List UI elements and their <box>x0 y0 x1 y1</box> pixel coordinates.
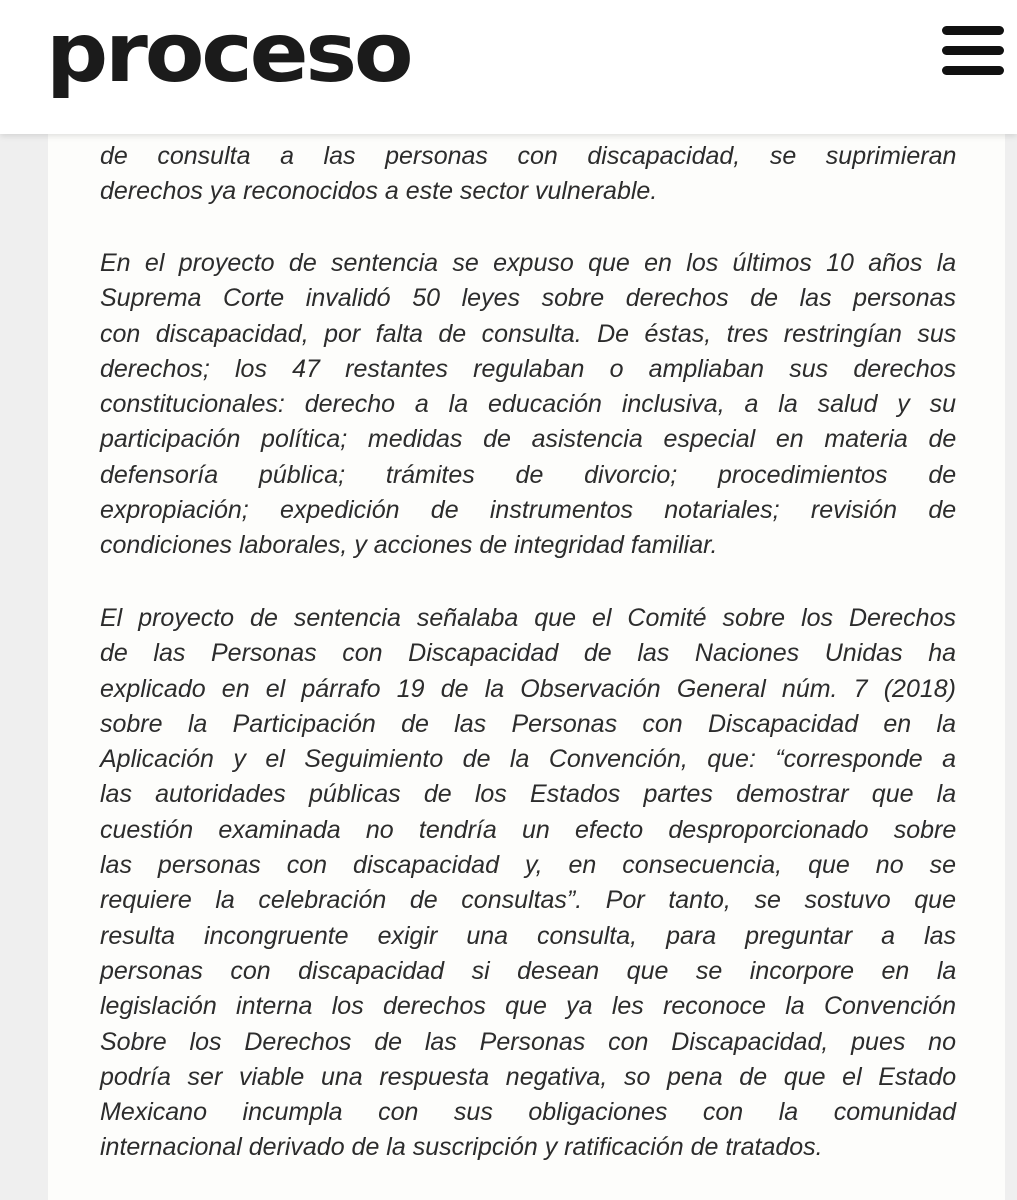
menu-bar-top <box>942 26 1004 35</box>
text-line: Mexicano incumpla con sus obligaciones con la comunidad <box>100 1098 956 1127</box>
scanned-document-page <box>48 134 1005 1200</box>
text-line: participación política; medidas de asistencia especial en materia de <box>100 425 957 454</box>
menu-bar-bottom <box>942 66 1004 75</box>
text-line: requiere la celebración de consultas”. Por tanto, se sostuvo que <box>100 886 956 915</box>
hamburger-menu-icon[interactable] <box>940 26 1006 76</box>
text-line: las personas con discapacidad y, en consecuencia, que no se <box>100 851 956 880</box>
text-line: cuestión examinada no tendría un efecto desproporcionado sobre <box>100 815 957 844</box>
paragraph-2 <box>100 246 956 564</box>
text-line: con discapacidad, por falta de consulta. De éstas, tres restringían sus <box>100 319 957 348</box>
site-header <box>0 0 1017 134</box>
text-line: de consulta a las personas con discapacidad, se suprimieran <box>100 142 957 170</box>
paragraph-1 <box>100 139 956 210</box>
text-line: personas con discapacidad si desean que se incorpore en la <box>100 956 957 985</box>
text-line: las autoridades públicas de los Estados partes demostrar que la <box>100 780 957 809</box>
text-line: constitucionales: derecho a la educación inclusiva, a la salud y su <box>100 390 956 419</box>
proceso-logo[interactable]: proceso <box>46 6 411 101</box>
text-line: derechos; los 47 restantes regulaban o ampliaban sus derechos <box>100 354 957 383</box>
text-line: condiciones laborales, y acciones de integridad familiar. <box>100 531 718 560</box>
text-line: de las Personas con Discapacidad de las Naciones Unidas ha <box>100 639 956 668</box>
text-line: sobre la Participación de las Personas con Discapacidad en la <box>100 709 956 738</box>
menu-bar-middle <box>942 46 1004 55</box>
text-line: Sobre los Derechos de las Personas con Discapacidad, pues no <box>100 1027 956 1056</box>
text-line: expropiación; expedición de instrumentos notariales; revisión de <box>100 496 957 525</box>
text-line: defensoría pública; trámites de divorcio; procedimientos de <box>100 460 957 489</box>
text-line: En el proyecto de sentencia se expuso que en los últimos 10 años la <box>100 249 957 277</box>
document-viewer <box>0 134 1017 1200</box>
text-line: Aplicación y el Seguimiento de la Convención, que: “corresponde a <box>100 745 956 774</box>
text-line: Suprema Corte invalidó 50 leyes sobre derechos de las personas <box>100 284 957 313</box>
paragraph-3 <box>100 601 956 1166</box>
text-line: derechos ya reconocidos a este sector vulnerable. <box>100 177 658 206</box>
text-line: internacional derivado de la suscripción y ratificación de tratados. <box>100 1133 823 1162</box>
text-line: explicado en el párrafo 19 de la Observación General núm. 7 (2018) <box>100 674 956 703</box>
text-line: legislación interna los derechos que ya les reconoce la Convención <box>100 992 956 1021</box>
text-line: resulta incongruente exigir una consulta, para preguntar a las <box>100 921 956 950</box>
text-line: El proyecto de sentencia señalaba que el Comité sobre los Derechos <box>100 604 956 632</box>
text-line: podría ser viable una respuesta negativa, so pena de que el Estado <box>100 1062 957 1091</box>
